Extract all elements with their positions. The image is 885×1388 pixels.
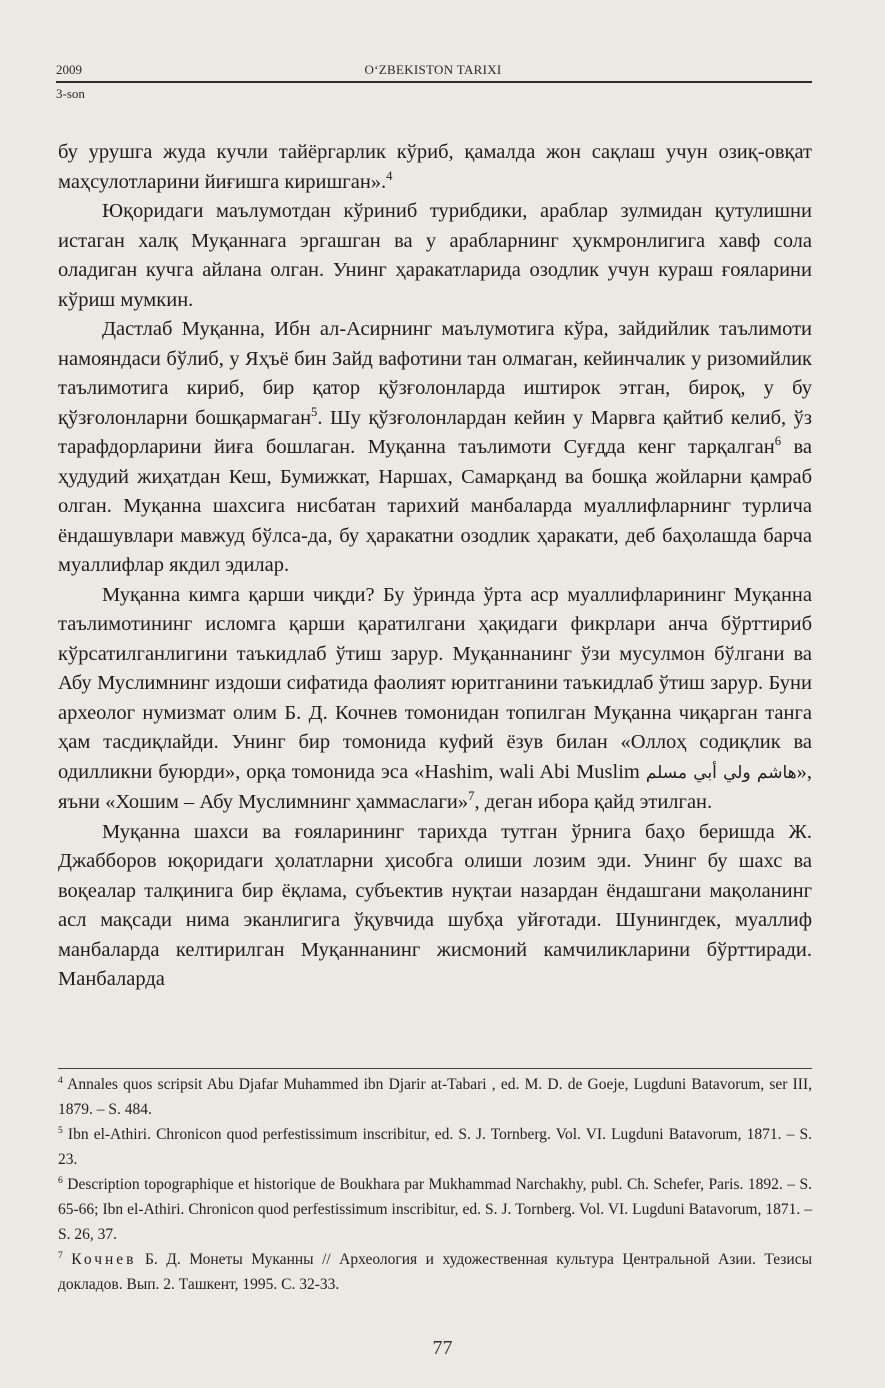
- footnote-6: $^6$ Description topographique et historique de Boukhara par Mukhammad Narchakhy, publ. Ch. Schefer, Paris. 1892. – S. 65-66; Ibn el-Athiri. Chronicon quod perfestissimum inscribitur, ed. S. J. Tornberg. Vol. VI. Lugduni Batavorum, 1871. – S. 26, 37.: [58, 1174, 812, 1243]
- footnote-7: $^7$ Кочнев Б. Д. Монеты Муканны // Археология и художественная культура Центральной Азии. Тезисы докладов. Вып. 2. Ташкент, 1995. С. 32-33.: [58, 1249, 813, 1293]
- footnote-ref-4: 4: [386, 168, 393, 183]
- footnote-5: $^5$ Ibn el-Athiri. Chronicon quod perfestissimum inscribitur, ed. S. J. Tornberg. Vol. VI. Lugduni Batavorum, 1871. – S. 23.: [58, 1124, 812, 1168]
- paragraph-5: Муқанна шахси ва ғояларининг тарихда тутган ўрнига баҳо беришда Ж. Джабборов юқоридаги ҳолатларни ҳисобга олиши лозим эди. Унинг бу шахс ва воқеалар талқинига бир ёқлама, субъектив нуқтаи назардан ёндашгани мақоланинг асл мақсади нима эканлигига ўқувчида шубҳа уйғотади. Шунингдек, муаллиф манбаларда келтирилган Муқаннанинг жисмоний камчиликларини бўрттиради. Манбаларда: [58, 820, 812, 990]
- header-issue-number: 3-son: [56, 86, 85, 101]
- header-journal-title: O‘ZBEKISTON TARIXI: [364, 62, 502, 77]
- footnote-divider: [58, 1068, 812, 1069]
- article-body: [58, 138, 812, 995]
- footnote-4: $^4$ Annales quos scripsit Abu Djafar Muhammed ibn Djarir at-Tabari , ed. M. D. de Goeje, Lugduni Batavorum, ser III, 1879. – S. 484.: [58, 1074, 812, 1118]
- paragraph-3: Дастлаб Муқанна, Ибн ал-Асирнинг маълумотига кўра, зайдийлик таълимоти намояндаси бўлиб, у Яҳъё бин Зайд вафотини тан олмаган, кейинчалик у ризомийлик таълимотига кириб, бир қатор қўзғолонларда иштирок этган, бироқ, у бу қўзғолонларни бошқармаган$^5$. Шу қўзғолонлардан кейин у Марвга қайтиб келиб, ўз тарафдорларини йиға бошлаган. Муқанна таълимоти Суғдда кенг тарқалган$^6$ ва ҳудудий жиҳатдан Кеш, Бумижкат, Наршах, Самарқанд ва бошқа жойларни қамраб олган. Муқанна шахсига нисбатан тарихий манбаларда муаллифларнинг турлича ёндашувлари мавжуд бўлса-да, бу ҳаракатни озодлик ҳаракати, деб баҳолашда барча муаллифлар якдил эдилар.: [58, 318, 812, 576]
- paragraph-2: Юқоридаги маълумотдан кўриниб турибдики, араблар зулмидан қутулишни истаган халқ Муқаннага эргашган ва у арабларнинг ҳукмронлигига хавф сола оладиган кучга айлана олган. Унинг ҳаракатларида озодлик учун кураш ғояларини кўриш мумкин.: [58, 200, 812, 311]
- header-year: 2009: [56, 62, 82, 77]
- footnote-author: Кочнев: [71, 1251, 137, 1268]
- footnote-ref-6: 6: [774, 434, 782, 449]
- arabic-inscription: هاشم ولي أبي مسلم: [645, 762, 797, 783]
- footnotes: [58, 1072, 812, 1297]
- footnote-ref-7: 7: [468, 789, 475, 804]
- header-divider: [56, 81, 812, 83]
- paragraph-1: бу урушга жуда кучли тайёргарлик кўриб, қамалда жон сақлаш учун озиқ-овқат маҳсулотларини йиғишга киришган».$^4$: [58, 141, 812, 193]
- footnote-ref-5: 5: [311, 404, 318, 419]
- paragraph-4: Муқанна кимга қарши чиқди? Бу ўринда ўрта аср муаллифларининг Муқанна таълимотининг исломга қарши қаратилгани ҳақидаги фикрлари анча бўрттириб кўрсатилганлигини таъкидлаб ўтиш зарур. Муқаннанинг ўзи мусулмон бўлгани ва Абу Муслимнинг издоши сифатида фаолият юритганини таъкидлаб ўтиш зарур. Буни археолог нумизмат олим Б. Д. Кочнев томонидан топилган Муқанна чиқарган танга ҳам тасдиқлайди. Унинг бир томонида куфий ёзув билан «Оллоҳ содиқлик ва одилликни буюрди», орқа томонида эса «Hashim, wali Abi Muslim هاشم ولي أبي مسلم», яъни «Хошим – Абу Муслимнинг ҳаммаслаги»$^7$, деган ибора қайд этилган.: [58, 583, 812, 813]
- running-header: [56, 62, 810, 82]
- page-number: 77: [432, 1337, 453, 1359]
